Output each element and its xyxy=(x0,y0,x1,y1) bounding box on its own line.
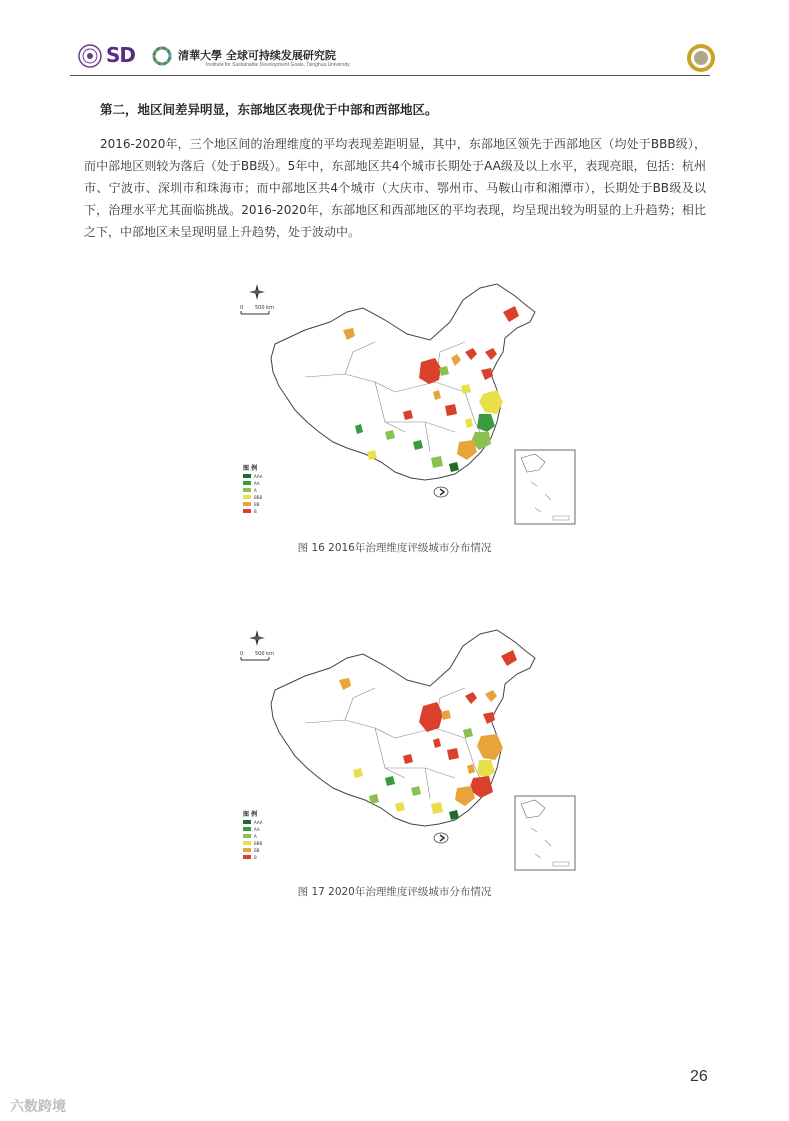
legend-label-aa: AA xyxy=(254,827,260,832)
city-region xyxy=(431,456,443,468)
institute-badge-icon xyxy=(686,43,716,73)
china-outline xyxy=(271,284,535,480)
legend-title: 图 例 xyxy=(243,465,258,472)
legend-label-bbb: BBB xyxy=(254,841,263,846)
legend-label-aa: AA xyxy=(254,481,260,486)
china-outline xyxy=(271,630,535,826)
scale-bar xyxy=(240,651,274,660)
institute-name-cn: 清華大學 全球可持续发展研究院 xyxy=(178,49,336,62)
legend-label-a: A xyxy=(254,488,257,493)
city-region xyxy=(445,404,457,416)
legend-label-bb: BB xyxy=(254,848,260,853)
scale-label: 500 km xyxy=(255,651,274,657)
sdg-wheel-icon xyxy=(152,46,172,66)
section-heading: 第二，地区间差异明显，东部地区表现优于中部和西部地区。 xyxy=(100,102,438,117)
sdg-logo-text: SD xyxy=(106,43,136,67)
city-region xyxy=(431,802,443,814)
figure-2020-map xyxy=(235,628,580,873)
figure-17-caption: 图 17 2020年治理维度评级城市分布情况 xyxy=(297,886,492,898)
hainan-island xyxy=(434,487,448,497)
legend-label-a: A xyxy=(254,834,257,839)
map-legend xyxy=(243,464,263,514)
map-legend xyxy=(243,810,263,860)
page-header xyxy=(70,40,720,76)
scale-zero: 0 xyxy=(240,651,244,657)
page-number: 26 xyxy=(690,1068,708,1085)
legend-label-bb: BB xyxy=(254,502,260,507)
scale-label: 500 km xyxy=(255,305,274,311)
china-map-2016 xyxy=(235,282,580,527)
figure-2016-map xyxy=(235,282,580,527)
scale-zero: 0 xyxy=(240,305,244,311)
figure-16-caption: 图 16 2016年治理维度评级城市分布情况 xyxy=(297,542,492,554)
institute-name-en: Institute for Sustainable Development Goals, Tsinghua University xyxy=(206,62,350,68)
scale-bar xyxy=(240,305,274,314)
legend-label-bbb: BBB xyxy=(254,495,263,500)
south-sea-inset xyxy=(515,796,575,870)
legend-label-aaa: AAA xyxy=(254,820,263,825)
legend-label-b: B xyxy=(254,855,257,860)
legend-label-b: B xyxy=(254,509,257,514)
china-map-2020 xyxy=(235,628,580,873)
north-arrow-icon xyxy=(249,284,265,300)
tsinghua-seal-icon xyxy=(78,44,102,68)
city-region xyxy=(447,748,459,760)
header-divider xyxy=(70,75,710,76)
hainan-island xyxy=(434,833,448,843)
south-sea-inset xyxy=(515,450,575,524)
north-arrow-icon xyxy=(249,630,265,646)
body-paragraph: 2016-2020年，三个地区间的治理维度的平均表现差距明显，其中，东部地区领先于西部地区（均处于BBB级），而中部地区则较为落后（处于BB级）。5年中，东部地区共4个城市长期处于AA级及以上水平，表现亮眼，包括：杭州市、宁波市、深圳市和珠海市；而中部地区共4个城市（大庆市、鄂州市、马鞍山市和湘潭市），长期处于BB级及以下，治理水平尤其面临挑战。2016-2020年，东部地区和西部地区的平均表现，均呈现出较为明显的上升趋势；相比之下，中部地区未呈现明显上升趋势，处于波动中。 xyxy=(84,137,706,239)
watermark: 六数跨境 xyxy=(10,1099,66,1115)
legend-title: 图 例 xyxy=(243,811,258,818)
legend-label-aaa: AAA xyxy=(254,474,263,479)
